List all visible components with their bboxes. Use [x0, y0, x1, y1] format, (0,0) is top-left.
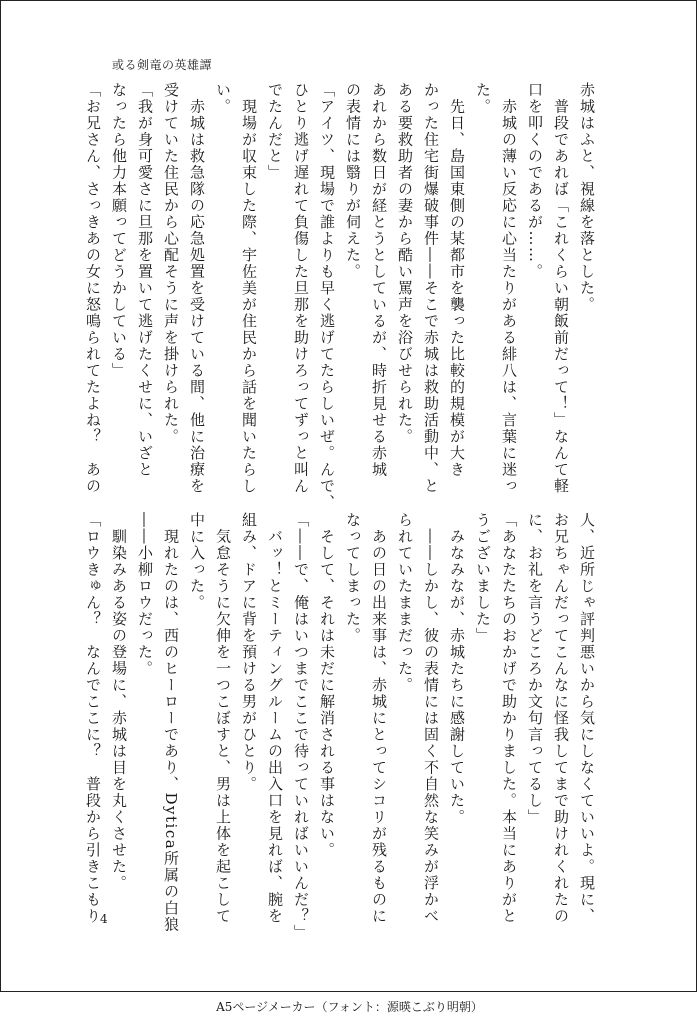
text-line: 先日、島国東側の某都市を襲った比較的規模が大き — [448, 82, 466, 478]
text-line: 気怠そうに欠伸を一つこぼすと、男は上体を起こして — [214, 512, 232, 925]
text-line: 普段であれば「これくらい朝飯前だって！」なんて軽 — [552, 82, 570, 495]
running-header: 或る剣竜の英雄譚 — [112, 58, 213, 72]
text-line: 口を叩くのであるが……。 — [526, 82, 544, 280]
text-line: 受けていた住民から心配そうに声を掛けられた。 — [162, 82, 180, 445]
text-line: あの日の出来事は、赤城にとってシコリが残るものに — [370, 512, 388, 925]
text-line: バッ！とミーティングルームの出入口を見れば、腕を — [266, 512, 284, 925]
text-line: 「――で、俺はいつまでここで待っていればいいんだ？」 — [292, 512, 310, 941]
text-line: なってしまった。 — [344, 512, 362, 644]
text-line: 赤城は救急隊の応急処置を受けている間、他に治療を — [188, 82, 206, 495]
text-line: ――しかし、彼の表情には固く不自然な笑みが浮かべ — [422, 512, 440, 925]
text-line: かった住宅街爆破事件――そこで赤城は救助活動中、と — [422, 82, 440, 495]
text-line: 「あなたたちのおかげで助かりました。本当にありがと — [500, 512, 518, 925]
text-line: うございました」 — [474, 512, 492, 644]
text-line: ひとり逃げ遅れて負傷した旦那を助けろってずっと叫ん — [292, 82, 310, 495]
text-line: 「アイツ、現場で誰よりも早く逃げてたらしいぜ。んで、 — [318, 82, 336, 511]
text-line: られていたままだった。 — [396, 512, 414, 694]
text-line: 赤城の薄い反応に心当たりがある緋八は、言葉に迷っ — [500, 82, 518, 495]
text-line: ある要救助者の妻から酷い罵声を浴びせられた。 — [396, 82, 414, 445]
lower-text-column — [84, 512, 600, 941]
text-line: 現れたのは、西のヒーローであり、Dytica所属の白狼 — [162, 512, 180, 933]
text-line: い。 — [214, 82, 232, 115]
text-line: お兄ちゃんだってこんなに怪我してまで助けれくれたの — [552, 512, 570, 925]
text-line: 馴染みある姿の登場に、赤城は目を丸くさせた。 — [110, 512, 128, 892]
text-line: 中に入った。 — [188, 512, 206, 611]
text-line: そして、それは未だに解消される事はない。 — [318, 512, 336, 859]
text-line: 「ロウきゅん？ なんでここに？ 普段から引きこもり — [84, 512, 102, 925]
text-line: 赤城はふと、視線を落とした。 — [578, 82, 596, 313]
text-line: 「我が身可愛さに旦那を置いて逃げたくせに、いざと — [136, 82, 154, 478]
text-line: みなみなが、赤城たちに感謝していた。 — [448, 512, 466, 826]
text-line: に、お礼を言うどころか文句言ってるし」 — [526, 512, 544, 826]
text-line: なったら他力本願ってどうかしている」 — [110, 82, 128, 379]
text-line: の表情には翳りが伺えた。 — [344, 82, 362, 280]
upper-text-column — [84, 82, 600, 511]
page-number: 4 — [100, 912, 108, 926]
text-line: 組み、ドアに背を預ける男がひとり。 — [240, 512, 258, 793]
text-line: た。 — [474, 82, 492, 115]
text-line: あれから数日が経とうとしているが、時折見せる赤城 — [370, 82, 388, 478]
footer-label: A5ページメーカー（フォント：源暎こぶり明朝） — [216, 1000, 483, 1014]
text-line: 人、近所じゃ評判悪いから気にしなくていいよ。現に、 — [578, 512, 596, 925]
text-line: 現場が収束した際、宇佐美が住民から話を聞いたらし — [240, 82, 258, 495]
text-line: 「お兄さん、さっきあの女に怒鳴られてたよね？ あの — [84, 82, 102, 495]
text-line: ――小柳ロウだった。 — [136, 512, 154, 677]
text-line: でたんだと」 — [266, 82, 284, 181]
